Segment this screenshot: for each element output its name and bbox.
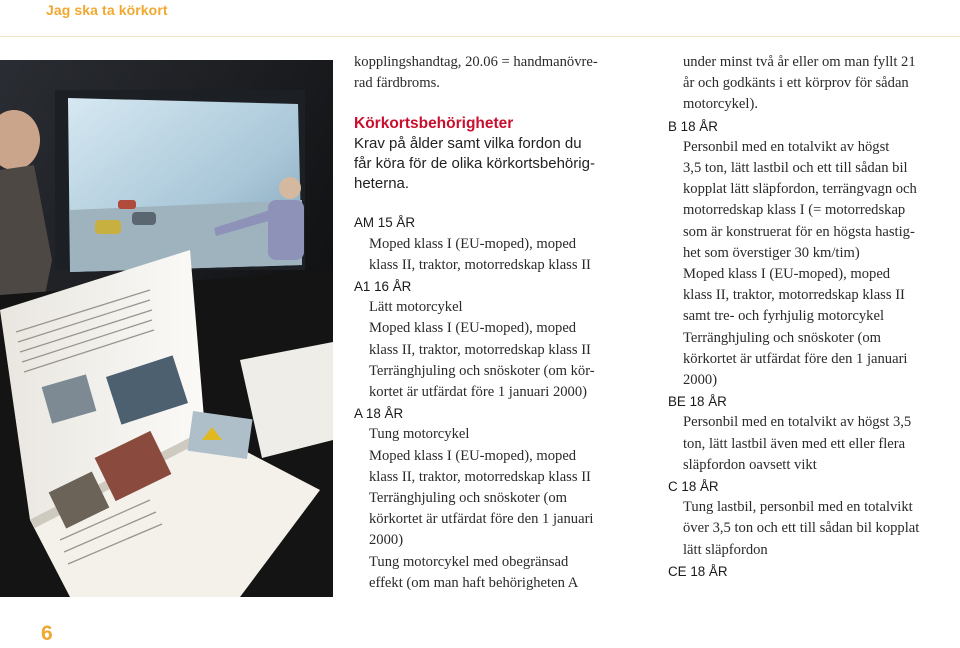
text-line: Krav på ålder samt vilka fordon du bbox=[354, 135, 582, 153]
category-body bbox=[668, 497, 960, 561]
category-body bbox=[354, 297, 654, 403]
text-line: effekt (om man haft behörigheten A bbox=[369, 574, 579, 591]
text-line: över 3,5 ton och ett till sådan bil kopplat bbox=[683, 520, 920, 537]
category-c bbox=[668, 476, 960, 561]
category-title: B 18 ÅR bbox=[668, 118, 718, 134]
text-line: Lätt motorcykel bbox=[369, 299, 463, 316]
text-line: släpfordon oavsett vikt bbox=[683, 456, 817, 473]
category-b bbox=[668, 116, 960, 392]
text-line: körkortet är utfärdat före den 1 januari bbox=[369, 511, 594, 528]
category-body bbox=[668, 412, 960, 476]
running-header: Jag ska ta körkort bbox=[46, 2, 168, 18]
continued-paragraph bbox=[668, 52, 960, 116]
text-line: motorcykel). bbox=[683, 96, 758, 113]
classroom-photo bbox=[0, 60, 333, 597]
category-title: C 18 ÅR bbox=[668, 479, 719, 495]
category-body bbox=[354, 234, 654, 276]
text-line: Moped klass I (EU-moped), moped bbox=[369, 235, 577, 252]
text-line: Personbil med en totalvikt av högst 3,5 bbox=[683, 414, 912, 431]
text-line: får köra för de olika körkortsbehörig- bbox=[354, 155, 595, 173]
text-line: Moped klass I (EU-moped), moped bbox=[369, 320, 577, 337]
category-body bbox=[354, 424, 654, 594]
text-line: kopplat lätt släpfordon, terrängvagn och bbox=[683, 181, 917, 198]
text-line: kortet är utfärdat före 1 januari 2000) bbox=[369, 384, 588, 401]
text-line: heterna. bbox=[354, 175, 410, 193]
text-line: het som överstiger 30 km/tim) bbox=[683, 244, 860, 261]
text-line: Terränghjuling och snöskoter (om bbox=[683, 329, 881, 346]
text-line: klass II, traktor, motorredskap klass II bbox=[369, 468, 591, 485]
category-ce bbox=[668, 561, 960, 582]
text-line: ton, lätt lastbil även med ett eller flera bbox=[683, 435, 906, 452]
text-line: klass II, traktor, motorredskap klass II bbox=[369, 341, 591, 358]
text-line: 3,5 ton, lätt lastbil och ett till sådan bil bbox=[683, 160, 908, 177]
text-line: körkortet är utfärdat före den 1 januari bbox=[683, 350, 908, 367]
category-title: CE 18 ÅR bbox=[668, 563, 728, 579]
text-column-left bbox=[354, 52, 654, 594]
header-divider bbox=[0, 36, 960, 37]
category-title: BE 18 ÅR bbox=[668, 394, 727, 410]
text-line: Personbil med en totalvikt av högst bbox=[683, 138, 890, 155]
intro-paragraph bbox=[354, 134, 654, 194]
text-line: Moped klass I (EU-moped), moped bbox=[683, 266, 891, 283]
text-line: som är konstruerat för en högsta hastig- bbox=[683, 223, 915, 240]
text-line: Tung motorcykel bbox=[369, 426, 470, 443]
text-line: Tung motorcykel med obegränsad bbox=[369, 553, 569, 570]
text-line: kopplingshandtag, 20.06 = handmanövre- bbox=[354, 54, 598, 70]
text-column-right bbox=[668, 52, 960, 582]
category-be bbox=[668, 391, 960, 476]
category-a1 bbox=[354, 276, 654, 403]
text-line: klass II, traktor, motorredskap klass II bbox=[683, 287, 905, 304]
category-title: AM 15 ÅR bbox=[354, 215, 416, 231]
text-line: rad färdbroms. bbox=[354, 75, 440, 92]
category-a bbox=[354, 403, 654, 594]
text-line: under minst två år eller om man fyllt 21 bbox=[683, 54, 916, 70]
text-line: motorredskap klass I (= motorredskap bbox=[683, 202, 906, 219]
text-line: klass II, traktor, motorredskap klass II bbox=[369, 256, 591, 273]
section-heading: Körkortsbehörigheter bbox=[354, 115, 514, 133]
category-body bbox=[668, 137, 960, 391]
category-am bbox=[354, 212, 654, 276]
lead-paragraph bbox=[354, 52, 654, 94]
text-line: Tung lastbil, personbil med en totalvikt bbox=[683, 499, 913, 516]
category-title: A 18 ÅR bbox=[354, 406, 404, 422]
text-line: 2000) bbox=[683, 372, 718, 389]
text-line: Terränghjuling och snöskoter (om kör- bbox=[369, 362, 595, 379]
category-title: A1 16 ÅR bbox=[354, 279, 412, 295]
page-number: 6 bbox=[41, 622, 53, 645]
text-line: Moped klass I (EU-moped), moped bbox=[369, 447, 577, 464]
text-line: år och godkänts i ett körprov för sådan bbox=[683, 75, 909, 92]
text-line: Terränghjuling och snöskoter (om bbox=[369, 490, 567, 507]
text-line: lätt släpfordon bbox=[683, 541, 768, 558]
text-line: 2000) bbox=[369, 532, 404, 549]
text-line: samt tre- och fyrhjulig motorcykel bbox=[683, 308, 885, 325]
